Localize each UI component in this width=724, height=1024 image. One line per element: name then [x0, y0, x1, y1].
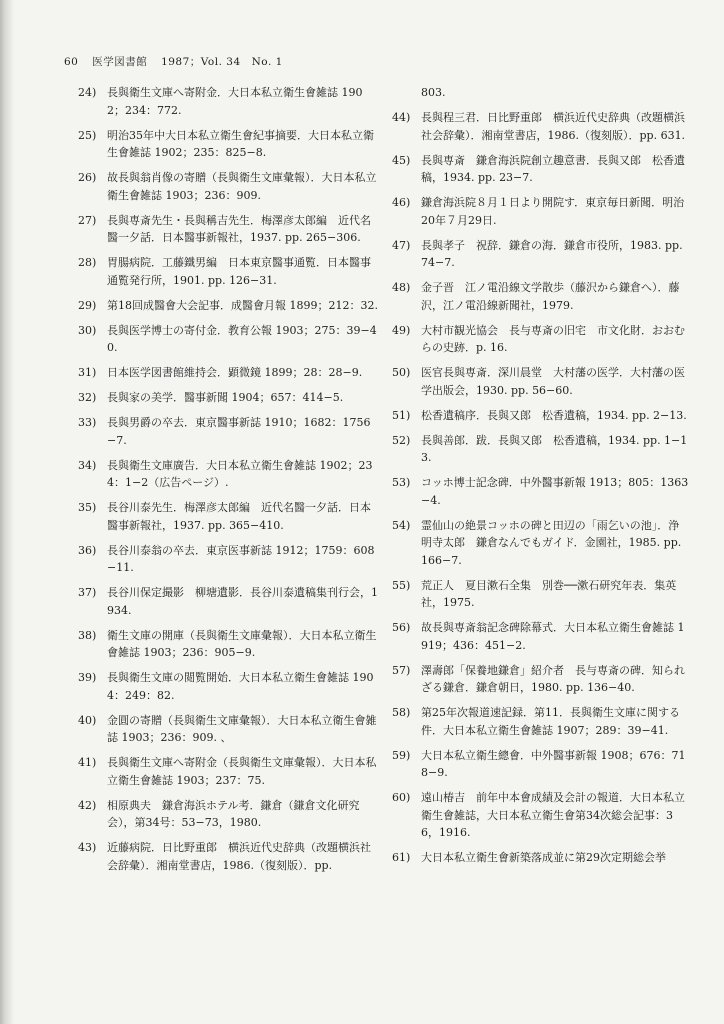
reference-text: 長與衛生文庫へ寄附金．大日本私立衛生會雑誌 1902；234：772.	[107, 86, 363, 117]
reference-text: 803.	[421, 86, 446, 99]
reference-continuation	[392, 84, 690, 102]
reference-text: 長與家の美学．醫事新聞 1904；657：414−5.	[107, 391, 344, 404]
reference-number: 58)	[392, 706, 411, 719]
reference-number: 25)	[78, 128, 97, 142]
reference-item	[78, 297, 378, 315]
page-header	[64, 54, 293, 69]
reference-text: 松香遺稿序．長與又郎 松香遺稿，1934. pp. 2−13.	[421, 408, 687, 422]
reference-item	[78, 542, 378, 577]
reference-text: 長與衛生文庫廣告．大日本私立衛生會雑誌 1902；234：1−2（広告ページ）.	[107, 458, 373, 489]
reference-text: 長谷川泰翁の卒去．東京医事新誌 1912；1759：608−11.	[107, 543, 375, 574]
reference-number: 61)	[392, 851, 411, 864]
reference-item	[78, 457, 378, 492]
reference-number: 33)	[78, 416, 97, 429]
reference-item	[392, 517, 690, 570]
reference-text: 大日本私立衛生總會．中外醫事新報 1908；676：718−9.	[421, 748, 686, 779]
reference-text: 長與孝子 祝辞．鎌倉の海．鎌倉市役所，1983. pp. 74−7.	[421, 238, 683, 269]
reference-item	[78, 499, 378, 534]
journal-title: 医学図書館	[92, 56, 148, 68]
reference-number: 31)	[78, 366, 97, 379]
reference-number: 39)	[78, 671, 97, 684]
reference-item	[392, 789, 690, 842]
reference-item	[78, 84, 378, 119]
reference-text: 長與衛生文庫の閲覧開始．大日本私立衛生會雑誌 1904：249：82.	[107, 671, 374, 702]
reference-text: 日本医学図書館維持会．顕微鏡 1899；28：28−9.	[107, 366, 363, 379]
reference-item	[78, 754, 378, 789]
reference-text: 医官長與専斎．深川晨堂 大村藩の医学．大村藩の医学出版会，1930. pp. 56−60.	[421, 366, 685, 397]
reference-text: 荒正人 夏目漱石全集 別巻──漱石研究年表．集英社，1975.	[421, 578, 677, 609]
reference-item	[78, 712, 378, 747]
reference-text: 鎌倉海浜院８月１日より開院す．東京毎日新聞．明治20年７月29日.	[421, 196, 685, 227]
reference-number: 30)	[78, 323, 97, 337]
reference-item	[392, 109, 690, 144]
reference-item	[392, 432, 690, 467]
reference-item	[78, 364, 378, 382]
reference-number: 28)	[78, 256, 97, 269]
reference-text: 近藤病院．日比野重郎 横浜近代史辞典（改題横浜社会辞彙）．湘南堂書店，1986.（復刻版）．pp.	[107, 841, 371, 872]
reference-item	[392, 577, 690, 612]
reference-text: 長與医学博士の寄付金．教育公報 1903；275：39−40.	[107, 323, 377, 354]
reference-number: 34)	[78, 458, 97, 472]
reference-item	[392, 194, 690, 229]
reference-number: 50)	[392, 366, 411, 379]
reference-number: 45)	[392, 153, 411, 167]
reference-item	[392, 619, 690, 654]
reference-text: 長與男爵の卒去．東京醫事新誌 1910；1682：1756−7.	[107, 416, 371, 447]
reference-item	[78, 322, 378, 357]
page-number: 60	[64, 56, 79, 68]
reference-number: 32)	[78, 391, 97, 404]
reference-item	[78, 669, 378, 704]
reference-number: 46)	[392, 196, 411, 209]
reference-number: 57)	[392, 663, 411, 677]
reference-text: 金子晋 江ノ電沿線文学散歩（藤沢から鎌倉へ）．藤沢，江ノ電沿線新聞社，1979.	[421, 281, 680, 312]
reference-text: 澤壽郎「保養地鎌倉」紹介者 長与専斎の碑．知られざる鎌倉．鎌倉朝日，1980. pp. 136−40.	[421, 663, 685, 694]
reference-column-right	[392, 84, 690, 874]
reference-item	[392, 849, 690, 867]
reference-item	[392, 237, 690, 272]
reference-item	[392, 279, 690, 314]
reference-number: 60)	[392, 791, 411, 804]
reference-number: 42)	[78, 798, 97, 812]
reference-number: 53)	[392, 476, 411, 489]
reference-text: 相原典夫 鎌倉海浜ホテル考．鎌倉（鎌倉文化研究会），第34号：53−73，1980.	[107, 798, 360, 829]
reference-number: 44)	[392, 111, 411, 124]
reference-text: 胃腸病院．工藤鐵男編 日本東京醫事通覧．日本醫事通覧発行所，1901. pp. 126−31.	[107, 256, 371, 287]
reference-item	[78, 254, 378, 289]
reference-number: 37)	[78, 586, 97, 599]
reference-text: 金圓の寄贈（長與衛生文庫彙報）．大日本私立衛生會雑誌 1903；236：909. 、	[107, 713, 377, 744]
reference-text: 霊仙山の絶景コッホの碑と田辺の「雨乞いの池」．浄明寺太郎 鎌倉なんでもガイド．金園社，1985. pp. 166−7.	[421, 518, 682, 567]
reference-item	[392, 407, 690, 425]
reference-text: 長與善郎．跋．長與又郎 松香遺稿，1934. pp. 1−13.	[421, 433, 688, 464]
reference-number: 52)	[392, 433, 411, 447]
reference-item	[392, 474, 690, 509]
reference-number: 38)	[78, 628, 97, 642]
reference-number: 41)	[78, 756, 97, 769]
reference-number: 36)	[78, 543, 97, 557]
reference-item	[78, 212, 378, 247]
reference-item	[78, 169, 378, 204]
reference-number: 48)	[392, 281, 411, 294]
reference-text: 衛生文庫の開庫（長與衛生文庫彙報）．大日本私立衛生會雑誌 1903；236：905−9.	[107, 628, 377, 659]
reference-number: 59)	[392, 748, 411, 762]
reference-text: 長與衛生文庫へ寄附金（長與衛生文庫彙報）．大日本私立衛生會雑誌 1903；237：75.	[107, 756, 377, 787]
reference-item	[78, 627, 378, 662]
reference-number: 26)	[78, 171, 97, 184]
reference-item	[392, 662, 690, 697]
reference-number: 54)	[392, 518, 411, 532]
reference-item	[392, 152, 690, 187]
reference-text: コッホ博士記念碑．中外醫事新報 1913；805：1363−4.	[421, 476, 689, 507]
reference-text: 長谷川泰先生．梅澤彦太郎編 近代名醫一夕話．日本醫事新報社，1937. pp. 365−410.	[107, 501, 371, 532]
reference-item	[78, 797, 378, 832]
reference-item	[392, 747, 690, 782]
reference-number: 24)	[78, 86, 97, 99]
reference-text: 第25年次報道速記録．第11．長與衛生文庫に関する件．大日本私立衛生會雑誌 1907；289：39−41.	[421, 706, 680, 737]
reference-text: 明治35年中大日本私立衛生會紀事摘要．大日本私立衛生會雑誌 1902；235：825−8.	[107, 128, 374, 159]
reference-text: 遠山椿吉 前年中本會成績及会計の報道．大日本私立衛生會雑誌，大日本私立衛生會第34次総会記事：36，1916.	[421, 791, 685, 839]
reference-number: 51)	[392, 408, 411, 422]
reference-item	[78, 127, 378, 162]
reference-text: 故長與翁肖像の寄贈（長與衛生文庫彙報）．大日本私立衛生會雑誌 1903；236：909.	[107, 171, 377, 202]
binding-edge	[0, 0, 14, 1024]
reference-number: 49)	[392, 323, 411, 337]
reference-text: 大村市観光協会 長与専斎の旧宅 市文化財．おおむらの史跡．p. 16.	[421, 323, 685, 354]
reference-item	[392, 704, 690, 739]
reference-number: 56)	[392, 621, 411, 634]
reference-number: 27)	[78, 213, 97, 227]
reference-text: 長谷川保定撮影 柳塘遺影．長谷川泰遺稿集刊行会，1934.	[107, 586, 378, 617]
reference-number: 43)	[78, 841, 97, 854]
reference-item	[78, 584, 378, 619]
reference-item	[78, 414, 378, 449]
reference-column-left	[78, 84, 378, 882]
reference-text: 長與専斎 鎌倉海浜院創立趣意書．長與又郎 松香遺稿，1934. pp. 23−7.	[421, 153, 685, 184]
reference-number: 35)	[78, 501, 97, 514]
reference-text: 第18回成醫會大会記事．成醫會月報 1899；212：32.	[107, 298, 378, 312]
reference-text: 長與程三君．日比野重郎 横浜近代史辞典（改題横浜社会辞彙）．湘南堂書店，1986.（復刻版）．pp. 631.	[421, 111, 686, 142]
reference-item	[78, 389, 378, 407]
reference-text: 故長與専斎翁記念碑除幕式．大日本私立衛生會雑誌 1919；436：451−2.	[421, 621, 685, 652]
reference-number: 47)	[392, 238, 411, 252]
volume-info: 1987；Vol. 34 No. 1	[161, 56, 283, 68]
reference-item	[392, 364, 690, 399]
reference-number: 40)	[78, 713, 97, 727]
reference-text: 長與専斎先生・長與稱吉先生．梅澤彦太郎編 近代名醫一夕話．日本醫事新報社，1937. pp. 265−306.	[107, 213, 371, 244]
reference-number: 55)	[392, 578, 411, 592]
reference-item	[392, 322, 690, 357]
reference-item	[78, 839, 378, 874]
reference-number: 29)	[78, 298, 97, 312]
reference-text: 大日本私立衛生會新築落成並に第29次定期総会挙	[421, 851, 666, 864]
